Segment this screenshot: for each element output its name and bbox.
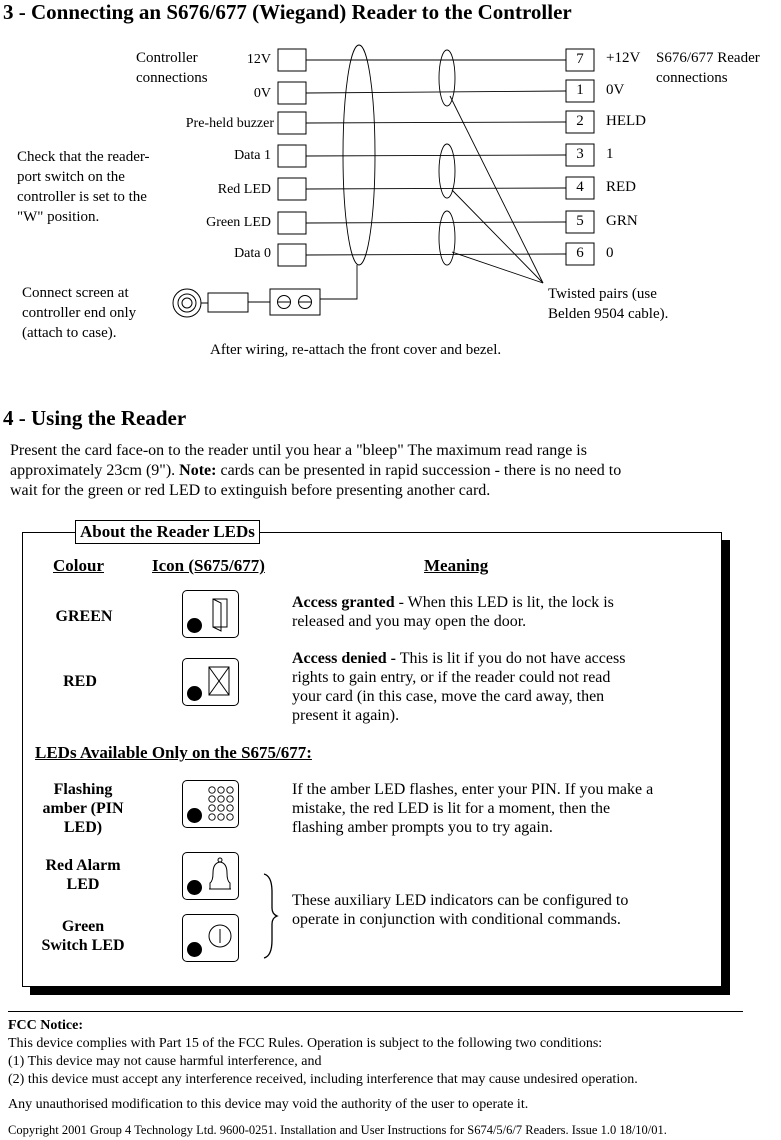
reader-label: +12V: [606, 50, 641, 66]
note-label: Note:: [179, 462, 217, 479]
fcc-line-1: This device complies with Part 15 of the FCC Rules. Operation is subject to the following two conditions:: [8, 1036, 603, 1051]
reader-terminal-number: 1: [576, 82, 584, 98]
controller-label-data0: Data 0: [234, 246, 271, 261]
section-4-title: 4 - Using the Reader: [3, 406, 187, 430]
fcc-line-4: Any unauthorised modification to this device may void the authority of the user to operate it.: [8, 1097, 529, 1112]
controller-terminal-green-led: [278, 212, 306, 234]
meaning-header: Meaning: [424, 556, 489, 575]
reader-connections-label-2: connections: [656, 70, 728, 86]
colour-red-alarm: Red Alarm LED: [45, 857, 121, 893]
fcc-line-2: (1) This device may not cause harmful interference, and: [8, 1054, 322, 1069]
reader-terminal-number: 5: [576, 213, 584, 229]
reader-label: 0V: [606, 82, 625, 98]
check-note-line: port switch on the: [17, 169, 125, 185]
bell-icon: [182, 852, 239, 900]
panel-title: About the Reader LEDs: [75, 520, 260, 544]
reader-label: 1: [606, 146, 614, 162]
colour-green-switch: Green Switch LED: [41, 918, 125, 954]
colour-green: GREEN: [55, 608, 113, 625]
intro-line-3: wait for the green or red LED to extinguish before presenting another card.: [10, 482, 491, 499]
aux-meaning-line-1: These auxiliary LED indicators can be configured to: [292, 892, 629, 909]
reader-terminal-number: 4: [576, 179, 584, 195]
after-wiring-note: After wiring, re-attach the front cover and bezel.: [210, 342, 502, 358]
controller-label-red-led: Red LED: [217, 182, 271, 197]
red-meaning-line-4: present it again).: [292, 707, 400, 724]
switch-icon: [182, 914, 239, 962]
controller-terminal-data1: [278, 145, 306, 167]
reader-label: RED: [606, 179, 636, 195]
check-note-line: controller is set to the: [17, 189, 147, 205]
door-icon: [182, 590, 239, 638]
red-meaning-line-3: your card (in this case, move the card away, then: [292, 688, 605, 705]
section-3-title: 3 - Connecting an S676/677 (Wiegand) Reader to the Controller: [3, 0, 572, 24]
controller-terminal-data0: [278, 244, 306, 266]
controller-label-data1: Data 1: [234, 148, 271, 163]
brace-icon: [260, 872, 280, 960]
icon-header: Icon (S675/677): [152, 556, 265, 575]
reader-label: GRN: [606, 213, 638, 229]
controller-connections-label-2: connections: [136, 70, 208, 86]
amber-meaning-line-1: If the amber LED flashes, enter your PIN. If you make a: [292, 781, 654, 798]
controller-label-0v: 0V: [253, 86, 271, 101]
controller-connections-label-1: Controller: [136, 50, 198, 66]
controller-label-buzzer: Pre-held buzzer: [185, 116, 274, 131]
reader-terminal-number: 7: [576, 51, 584, 67]
twisted-pair-note-line: Twisted pairs (use: [548, 286, 657, 302]
reader-connections-label-1: S676/677 Reader: [656, 50, 760, 66]
reader-terminal-number: 6: [576, 245, 584, 261]
screen-note-line: Connect screen at: [22, 285, 129, 301]
access-denied-icon: [182, 658, 239, 706]
s675-only-heading: LEDs Available Only on the S675/677:: [35, 743, 312, 762]
colour-red: RED: [63, 673, 97, 690]
reader-label: 0: [606, 245, 614, 261]
red-meaning-line-2: rights to gain entry, or if the reader could not read: [292, 669, 611, 686]
check-note-line: Check that the reader-: [17, 149, 150, 165]
fcc-line-3: (2) this device must accept any interference received, including interference that may cause undesired operation.: [8, 1072, 638, 1087]
green-meaning-line-1: Access granted - When this LED is lit, the lock is: [292, 594, 614, 611]
colour-header: Colour: [53, 556, 104, 575]
controller-label-green-led: Green LED: [206, 215, 271, 230]
check-note-line: "W" position.: [17, 209, 100, 225]
controller-terminal-0v: [278, 82, 306, 104]
intro-line-1: Present the card face-on to the reader until you hear a "bleep" The maximum read range is: [10, 442, 587, 459]
amber-meaning-line-2: mistake, the red LED is lit for a moment, then the: [292, 800, 611, 817]
fcc-divider: [8, 1011, 743, 1012]
aux-meaning-line-2: operate in conjunction with conditional commands.: [292, 911, 621, 928]
reader-label: HELD: [606, 113, 646, 129]
red-meaning-line-1: Access denied - This is lit if you do not have access: [292, 650, 626, 667]
controller-terminal-buzzer: [278, 112, 306, 134]
screen-note-line: (attach to case).: [22, 325, 117, 341]
twisted-pair-note-line: Belden 9504 cable).: [548, 306, 669, 322]
colour-amber: Flashing amber (PIN LED): [42, 781, 124, 836]
amber-meaning-line-3: flashing amber prompts you to try again.: [292, 819, 553, 836]
controller-label-12v: 12V: [246, 52, 271, 67]
intro-line-2: approximately 23cm (9"). Note: cards can be presented in rapid succession - there is no need to: [10, 462, 622, 479]
keypad-icon: [182, 780, 239, 828]
reader-terminal-number: 3: [576, 146, 584, 162]
controller-terminal-red-led: [278, 178, 306, 200]
copyright-footer: Copyright 2001 Group 4 Technology Ltd. 9600-0251. Installation and User Instructions for S674/5/6/7 Readers. Issue 1.0 18/10/01.: [8, 1123, 667, 1137]
reader-terminal-number: 2: [576, 113, 584, 129]
fcc-title: FCC Notice:: [8, 1018, 84, 1033]
screen-note-line: controller end only: [22, 305, 137, 321]
green-meaning-line-2: released and you may open the door.: [292, 613, 527, 630]
controller-terminal-12v: [278, 49, 306, 71]
